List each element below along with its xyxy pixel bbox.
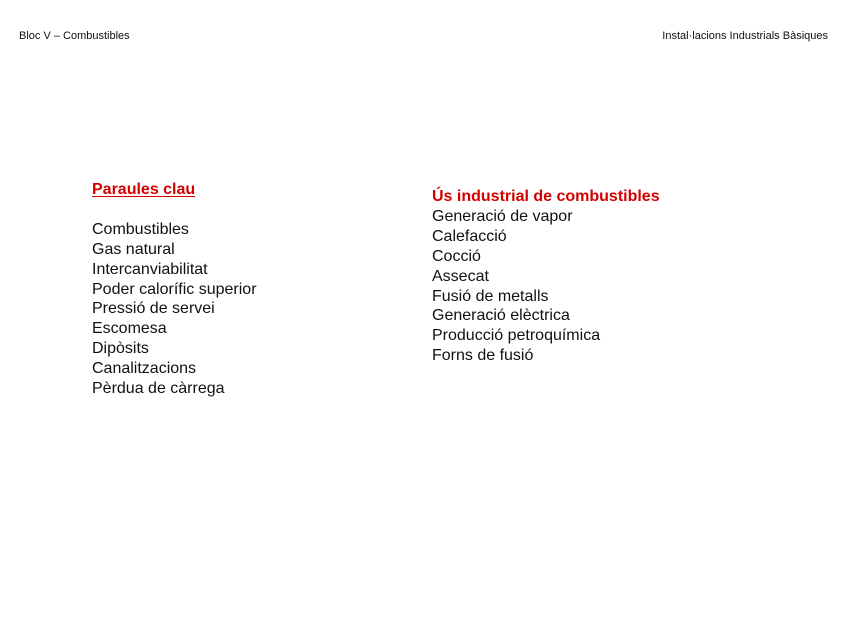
keyword-item: Gas natural (92, 240, 175, 258)
keywords-list (92, 220, 257, 399)
industrial-use-item: Producció petroquímica (432, 327, 601, 345)
keyword-item: Canalitzacions (92, 360, 197, 378)
industrial-use-item: Assecat (432, 267, 489, 285)
industrial-use-item: Fusió de metalls (432, 287, 549, 305)
industrial-use-item: Generació de vapor (432, 207, 573, 225)
industrial-uses-list (432, 207, 660, 366)
keywords-heading: Paraules clau (92, 181, 196, 198)
industrial-uses-heading: Ús industrial de combustibles (432, 188, 660, 205)
keywords-section (92, 180, 257, 399)
industrial-use-item: Generació elèctrica (432, 307, 570, 325)
header-block-title: Bloc V – Combustibles (19, 30, 130, 42)
keyword-item: Combustibles (92, 220, 189, 238)
keyword-item: Pèrdua de càrrega (92, 380, 225, 398)
industrial-use-item: Forns de fusió (432, 347, 534, 365)
keyword-item: Dipòsits (92, 340, 149, 358)
keyword-item: Pressió de servei (92, 300, 215, 318)
keyword-item: Intercanviabilitat (92, 260, 208, 278)
industrial-uses-section (432, 187, 660, 366)
keywords-spacer (92, 200, 257, 220)
header-course-title: Instal·lacions Industrials Bàsiques (662, 30, 828, 42)
keyword-item: Escomesa (92, 320, 167, 338)
keyword-item: Poder calorífic superior (92, 280, 257, 298)
industrial-use-item: Calefacció (432, 227, 507, 245)
industrial-use-item: Cocció (432, 247, 481, 265)
